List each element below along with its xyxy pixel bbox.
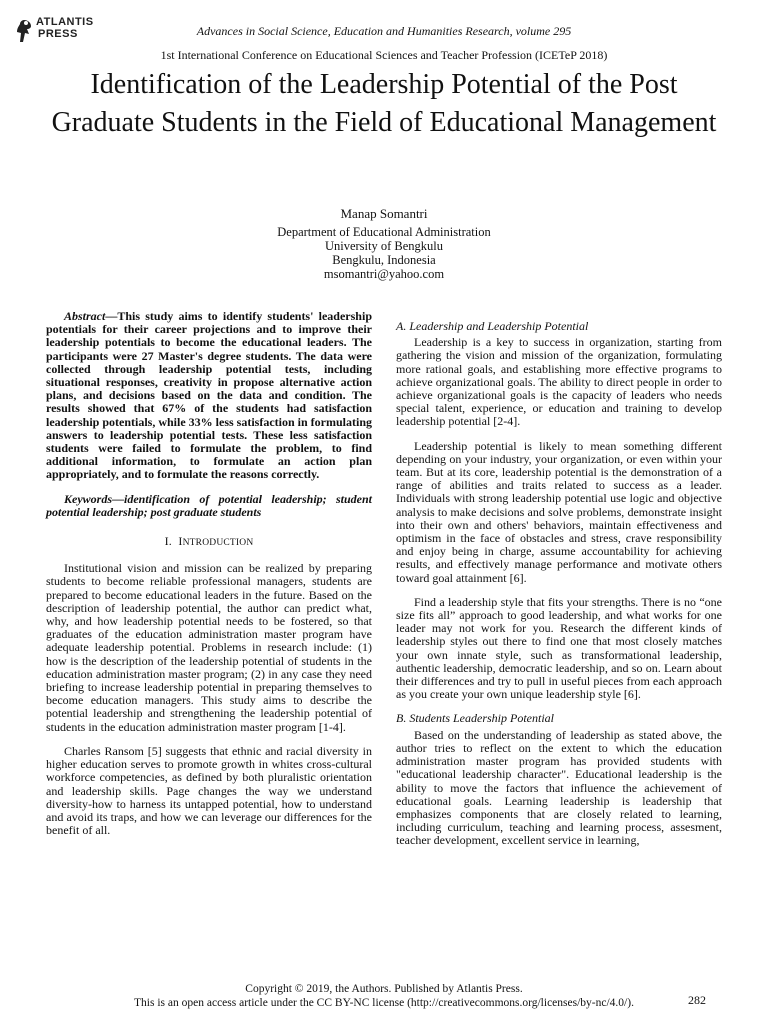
- right-column: [396, 310, 722, 859]
- logo-line1: ATLANTIS: [36, 16, 94, 28]
- abstract-text: —This study aims to identify students' leadership potentials for their career projections and to improve their leadership potentials to become the educational leaders. The participants were 27 Master's degree students. The data were collected through leadership potential tests, including situational responses, creativity in propose alternative action plans, and decisions based on the data and condition. The results showed that 67% of the students had satisfaction leadership potentials, while 33% less satisfaction in formulating answers to leadership potential tests. These less satisfaction students were failed to formulate the problem, to find additional information, to formulate an action plan appropriately, and to formulate the reasons correctly.: [46, 309, 373, 482]
- author-department: Department of Educational Administration: [277, 225, 491, 239]
- subsection-heading-b: B. Students Leadership Potential: [396, 711, 554, 726]
- subsection-heading-a: A. Leadership and Leadership Potential: [396, 319, 589, 333]
- logo-line2: PRESS: [38, 28, 78, 40]
- copyright-notice: Copyright © 2019, the Authors. Published by Atlantis Press.: [245, 983, 523, 995]
- paper-title: Identification of the Leadership Potential of the Post Graduate Students in the Field of Educational Management: [51, 69, 717, 138]
- left-column: [46, 310, 372, 848]
- author-location: Bengkulu, Indonesia: [332, 253, 436, 267]
- keywords: Keywords—identification of potential leadership; student potential leadership; post graduate students: [46, 491, 372, 519]
- author-block: [0, 207, 768, 281]
- section-numeral: I.: [164, 534, 172, 549]
- abstract-label: Abstract: [64, 309, 106, 323]
- section-heading-rest: NTRODUCTION: [182, 538, 254, 549]
- section-a-paragraph-2: Leadership potential is likely to mean something different depending on your industry, your organization, or even within your team. But at its core, leadership potential is the demonstration of a range of abilities and traits related to success as a leader. Individuals with strong leadership potential use logic and objective analysis to make decisions and solve problems, demonstrate insight into their own and others' behaviors, maintain effectiveness and optimism in the face of obstacles and stress, crave responsibility and enjoy being in charge, assume accountability for achieving results, and effectively manage performance and motivate others toward goal attainment [6].: [396, 438, 722, 585]
- intro-paragraph-1: Institutional vision and mission can be realized by preparing students to become reliable professional managers, students are prepared to become educational leaders in the future. Based on the description of leadership potential, the author can predict what, why, and how leadership potential needs to be fostered, so that graduates of the education administration master program have adequate leadership potential. Problems in research include: (1) how is the description of the leadership potential of students in the education administration master program; (2) in any case they need briefing to increase leadership potential in preparing themselves to become education managers. This study aims to describe the potential leadership and strengthening the leadership potential of students in the education administration master program [1-4].: [46, 561, 372, 734]
- author-name: Manap Somantri: [340, 206, 428, 221]
- author-email[interactable]: msomantri@yahoo.com: [323, 267, 445, 281]
- section-a-paragraph-1: Leadership is a key to success in organization, starting from gathering the vision and mission of the organization, formulating more rational goals, and establishing more effective programs to achieve organizational goals. The ability to direct people in order to achieve organizational goals is the capacity of leaders who needs special talent, experience, or education and training to develop leadership potential [2-4].: [396, 335, 722, 429]
- intro-paragraph-2: Charles Ransom [5] suggests that ethnic and racial diversity in higher education serves to promote growth in whites cross-cultural workforce competencies, as defined by both pluralistic orientation and leadership skills. Page changes the way we understand diversity-how to harness its untapped potential, how to understand and avoid its traps, and how we can leverage our differences for the benefit of all.: [46, 743, 372, 838]
- author-university: University of Bengkulu: [324, 239, 444, 253]
- section-heading-cap: I: [178, 534, 183, 549]
- page-number: 282: [688, 993, 706, 1007]
- journal-name: Advances in Social Science, Education and Humanities Research, volume 295: [196, 24, 572, 38]
- license-notice[interactable]: This is an open access article under the CC BY-NC license (http://creativecommons.org/licenses/by-nc/4.0/).: [134, 997, 634, 1009]
- section-a-paragraph-3: Find a leadership style that fits your strengths. There is no “one size fits all” approach to good leadership, and what works for one leader may not work for you. Research the different kinds of leadership styles out there to find one that most closely matches your own innate style, such as transformational leadership, authentic leadership, democratic leadership, and so on. Learn about their differences and try to pull in useful pieces from each approach as you create your own unique leadership style [6].: [396, 594, 722, 702]
- conference-name: 1st International Conference on Educational Sciences and Teacher Profession (ICETeP 2018): [160, 48, 608, 62]
- section-heading-introduction: [46, 535, 372, 550]
- section-b-paragraph-1: Based on the understanding of leadership as stated above, the author tries to reflect on the extent to which the education administration master program has provided students with "educational leadership character". Educational leadership is the ability to move the factors that influence the achievement of educational goals. Learning leadership is leadership that emphasizes components that are closely related to learning, including curriculum, teaching and learning process, assesment, teacher development, excellent service in learning,: [396, 727, 722, 848]
- abstract: [46, 310, 372, 482]
